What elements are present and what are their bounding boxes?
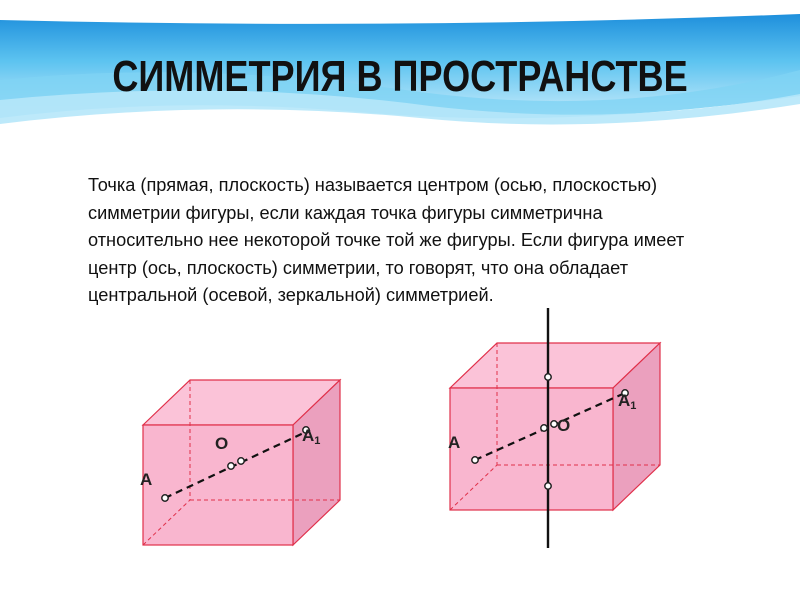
definition-text: Точка (прямая, плоскость) называется центром (осью, плоскостью) симметрии фигуры, если каждая точка фигуры симметрична относительно нее некоторой точке той же фигуры. Если фигура имеет центр (ось, плоскость) симметрии, то говорят, что она обладает центральной (осевой, зеркальной) симметрией. (88, 175, 685, 305)
point-a1-label: A1 (302, 426, 321, 447)
right-cube (448, 308, 660, 548)
slide-title: СИММЕТРИЯ В ПРОСТРАНСТВЕ (112, 52, 688, 101)
point-o-label: O (557, 416, 571, 435)
point-a-label: A (448, 433, 461, 452)
point-o-label: O (215, 434, 229, 453)
point-a1-label: A1 (618, 391, 637, 412)
left-cube (140, 380, 340, 545)
point-a-label: A (140, 470, 153, 489)
